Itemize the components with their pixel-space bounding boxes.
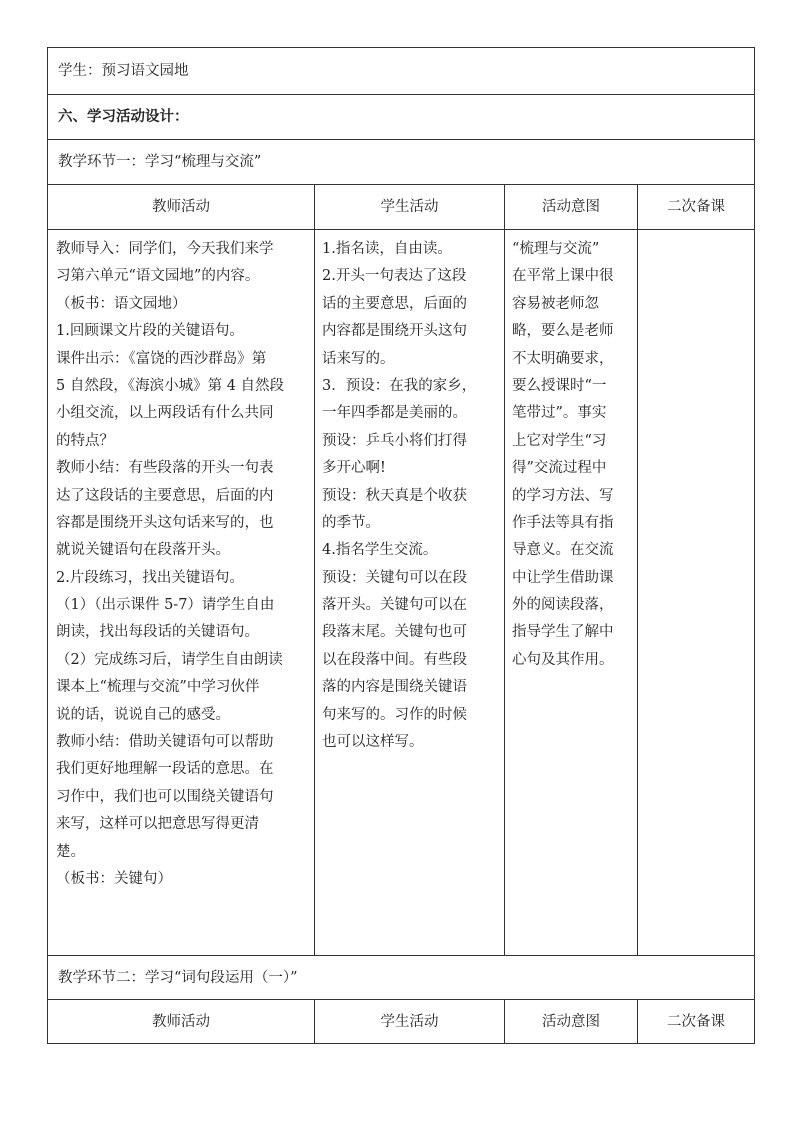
text-line: 话来写的。 [322, 350, 395, 367]
text-line: 要么授课时“一 [512, 377, 607, 394]
text-line: 作手法等具有指 [512, 514, 614, 531]
text-line: （2）完成练习后，请学生自由朗读 [56, 651, 283, 668]
student-prep-text: 学生：预习语文园地 [48, 48, 755, 95]
activity-body-row [48, 230, 755, 956]
column-header-row [48, 185, 755, 230]
text-line: 5 自然段，《海滨小城》第 4 自然段 [56, 377, 285, 394]
lesson-plan-table [47, 47, 755, 1044]
text-line: 达了这段话的主要意思，后面的内 [56, 487, 274, 504]
header-teacher-activity-2: 教师活动 [48, 1000, 315, 1044]
header-second-prep-2: 二次备课 [638, 1000, 755, 1044]
teacher-activity-cell [48, 230, 315, 956]
text-line: 的特点？ [56, 432, 114, 449]
section-six-heading: 六、学习活动设计： [48, 95, 755, 140]
text-line: 中让学生借助课 [512, 569, 614, 586]
text-line: 预设：秋天真是个收获 [322, 487, 467, 504]
text-line: 一年四季都是美丽的。 [322, 405, 467, 422]
text-line: 1.指名读，自由读。 [322, 241, 452, 257]
text-line: 1.回顾课文片段的关键语句。 [56, 323, 244, 340]
text-line: 说的话，说说自己的感受。 [56, 706, 230, 723]
student-prep-row [48, 48, 755, 95]
text-line: 预设：乒乓小将们打得 [322, 432, 467, 449]
text-line: 课本上“梳理与交流”中学习伙伴 [56, 679, 260, 696]
text-line: 教师小结：有些段落的开头一句表 [56, 460, 274, 477]
column-header-row-2 [48, 1000, 755, 1044]
header-student-activity-2: 学生活动 [315, 1000, 505, 1044]
text-line: 落开头。关键句可以在 [322, 597, 467, 614]
text-line: 在平常上课中很 [512, 268, 614, 285]
header-teacher-activity: 教师活动 [48, 185, 315, 230]
session-two-title: 教学环节二：学习“词句段运用（一）” [48, 956, 755, 1000]
second-prep-cell [638, 230, 755, 956]
student-activity-cell [315, 230, 505, 956]
text-line: 段落末尾。关键句也可 [322, 624, 467, 641]
text-line: 课件出示：《富饶的西沙群岛》第 [56, 350, 267, 367]
text-line: （板书：关键句） [56, 870, 172, 887]
student-activity-text [315, 236, 504, 756]
text-line: 就说关键语句在段落开头。 [56, 542, 230, 559]
text-line: 略，要么是老师 [512, 323, 614, 340]
text-line: 心句及其作用。 [512, 651, 614, 668]
text-line: 的季节。 [322, 514, 380, 531]
text-line: 指导学生了解中 [512, 624, 614, 641]
text-line: 3．预设：在我的家乡， [322, 377, 477, 394]
text-line: 2.片段练习，找出关键语句。 [56, 569, 244, 586]
header-activity-intent-2: 活动意图 [505, 1000, 638, 1044]
text-line: “梳理与交流” [512, 241, 600, 257]
text-line: 楚。 [56, 843, 85, 860]
text-line: 以在段落中间。有些段 [322, 651, 467, 668]
text-line: 上它对学生“习 [512, 432, 607, 449]
text-line: 来写，这样可以把意思写得更清 [56, 816, 259, 833]
text-line: 多开心啊! [322, 460, 386, 477]
session-one-row [48, 140, 755, 185]
text-line: 我们更好地理解一段话的意思。在 [56, 761, 274, 778]
text-line: （板书：语文园地） [56, 295, 187, 312]
intent-text [505, 236, 637, 674]
text-line: 朗读，找出每段话的关键语句。 [56, 624, 259, 641]
text-line: 小组交流，以上两段话有什么共同 [56, 405, 274, 422]
session-one-title: 教学环节一：学习“梳理与交流” [48, 140, 755, 185]
text-line: 句来写的。习作的时候 [322, 706, 467, 723]
text-line: 预设：关键句可以在段 [322, 569, 467, 586]
text-line: 笔带过”。事实 [512, 405, 607, 422]
text-line: 话的主要意思，后面的 [322, 295, 467, 312]
text-line: 得”交流过程中 [512, 460, 607, 477]
text-line: 内容都是围绕开头这句 [322, 323, 467, 340]
intent-cell [505, 230, 638, 956]
text-line: 导意义。在交流 [512, 542, 614, 559]
section-six-row [48, 95, 755, 140]
text-line: 习作中，我们也可以围绕关键语句 [56, 788, 274, 805]
text-line: 教师小结：借助关键语句可以帮助 [56, 734, 274, 751]
text-line: 教师导入：同学们，今天我们来学 [56, 241, 274, 257]
header-activity-intent: 活动意图 [505, 185, 638, 230]
text-line: 容都是围绕开头这句话来写的，也 [56, 514, 274, 531]
text-line: 外的阅读段落， [512, 597, 614, 614]
text-line: （1）（出示课件 5-7）请学生自由 [56, 597, 275, 614]
text-line: 不太明确要求， [512, 350, 614, 367]
session-two-row [48, 956, 755, 1000]
header-second-prep: 二次备课 [638, 185, 755, 230]
header-student-activity: 学生活动 [315, 185, 505, 230]
text-line: 习第六单元“语文园地”的内容。 [56, 268, 260, 285]
text-line: 4.指名学生交流。 [322, 542, 438, 559]
teacher-activity-text [48, 236, 314, 893]
text-line: 落的内容是围绕关键语 [322, 679, 467, 696]
text-line: 容易被老师忽 [512, 295, 599, 312]
text-line: 也可以这样写。 [322, 734, 424, 751]
text-line: 的学习方法、写 [512, 487, 614, 504]
text-line: 2.开头一句表达了这段 [322, 268, 467, 285]
